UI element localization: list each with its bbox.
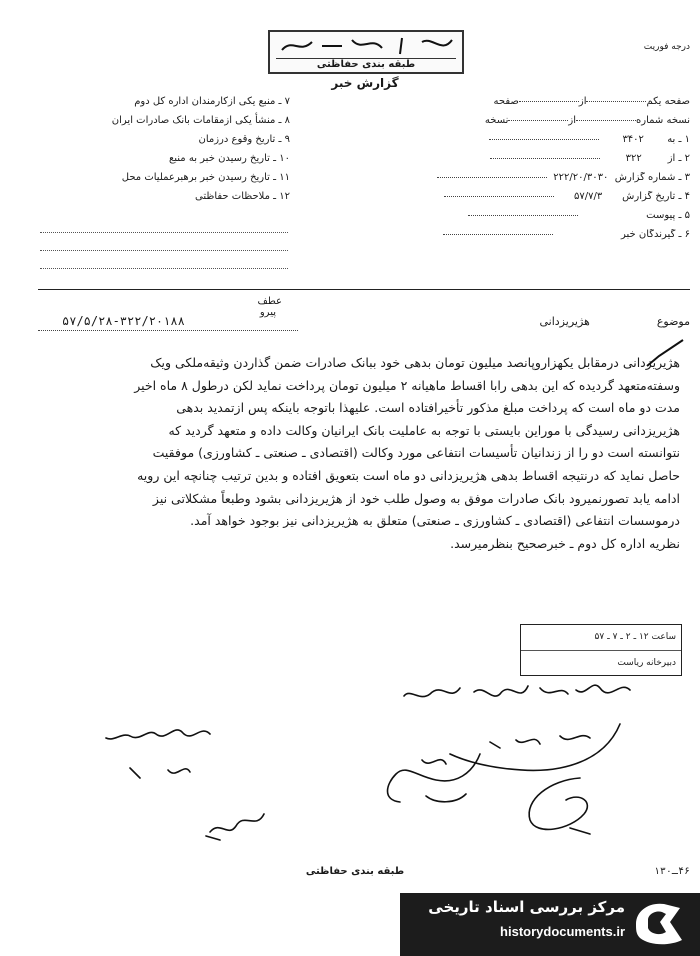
field-date-to-leader: ۱۱ ـ تاریخ رسیدن خبر برهبرعملیات محل	[121, 172, 290, 183]
subject-label: موضوع	[656, 315, 690, 328]
classification-stamp	[268, 30, 464, 74]
stamp-handwriting	[272, 32, 460, 58]
body-line: هژیریزدانی رسیدگی با موراین بایستی با توجه به عاملیت بانک ایرانیان وکالت داده و متعهد گردید که	[168, 422, 680, 438]
field-page: صفحه یکمازصفحه	[493, 96, 690, 107]
body-line: هژیریزدانی درمقابل یکهزاروپانصد میلیون تومان بدهی خود ببانک صادرات ضمن گذاردن وثیقه‌ملکی ویک	[150, 355, 680, 370]
field-source: ۷ ـ منبع یکی ازکارمندان اداره کل دوم	[134, 96, 290, 107]
report-fields-right	[400, 96, 690, 248]
priority-label: درجه فوریت	[643, 42, 690, 52]
body-line: ادامه یابد تصورنمیرود بانک صادرات موفق به وصول طلب خود از هژیریزدانی بشود وطبعاً مشکلاتی نیز	[152, 490, 680, 506]
watermark-url: historydocuments.ir	[500, 924, 625, 939]
peyro-label: پیرو	[259, 307, 276, 318]
field-to: ۱ ـ به۳۴۰۲	[400, 134, 690, 153]
handwritten-note	[100, 722, 220, 792]
blank-line	[40, 268, 288, 269]
classification-label: طبقه بندی حفاظتی	[316, 59, 416, 70]
watermark-title: مرکز بررسی اسناد تاریخی	[428, 898, 625, 916]
section-divider	[38, 289, 690, 290]
blank-line	[40, 232, 288, 233]
field-event-date: ۹ ـ تاریخ وقوع درزمان	[198, 134, 290, 145]
received-stamp-time: ساعت ۱۲ ـ ۲ ـ ۷ ـ ۵۷	[594, 632, 676, 642]
body-line: نظریه اداره کل دوم ـ خبرصحیح بنظرمیرسد.	[450, 535, 680, 551]
subject-value: هژیریزدانی	[539, 315, 590, 328]
body-line: نتوانسته است دو را از زندانیان تأسیسات انتفاعی مورد وکالت (اقتصادی ـ صنعتی ـ کشاورزی) موفقیت	[152, 445, 680, 461]
handwritten-signature	[376, 744, 486, 810]
field-copy-number: نسخه شمارهازنسخه	[484, 115, 690, 126]
received-stamp-office: دبیرخانه ریاست	[521, 650, 681, 676]
report-fields-left	[40, 96, 290, 210]
atf-label: عطف	[257, 296, 282, 307]
handwritten-note	[200, 806, 270, 846]
handwritten-note	[400, 676, 640, 716]
field-report-number: ۳ ـ شماره گزارش۲۲۲/۲۰/۳۰۳۰	[400, 172, 690, 191]
page-title: گزارش خبر	[331, 76, 399, 90]
field-report-date: ۴ ـ تاریخ گزارش۵۷/۷/۳	[400, 191, 690, 210]
field-date-to-source: ۱۰ ـ تاریخ رسیدن خبر به منبع	[168, 153, 290, 164]
field-origin: ۸ ـ منشأ یکی ازمقامات بانک صادرات ایران	[111, 115, 290, 126]
reference-underline	[38, 330, 298, 331]
body-line: وسفته‌متعهد گردیده که این بدهی رابا اقساط ماهیانه ۲ میلیون تومان پرداخت نماید لکن درطول ۸ ماه اخیر	[134, 377, 680, 393]
archive-logo-icon	[630, 900, 688, 948]
handwritten-signature	[510, 770, 600, 840]
body-line: درموسسات انتفاعی (اقتصادی ـ کشاورزی ـ صنعتی) متعلق به هژیریزدانی نیز بوجود خواهد آمد.	[190, 513, 680, 529]
body-line: حاصل نماید که درنتیجه اقساط بدهی هژیریزدانی دو ماه است بتعویق افتاده و بدین ترتیب چنانچه این رویه	[137, 467, 680, 483]
body-line: مدت دو ماه است که پرداخت مبلغ مذکور تأخیرافتاده است. علیهذا باتوجه باینکه پس ازتمدید بدهی	[176, 400, 680, 416]
field-recipients: ۶ ـ گیرندگان خبر	[400, 229, 690, 248]
field-from: ۲ ـ از۳۲۲	[400, 153, 690, 172]
field-security-notes: ۱۲ ـ ملاحظات حفاظتی	[195, 191, 290, 202]
footer-classification: طبقه بندی حفاظتی	[305, 866, 405, 877]
received-stamp	[520, 624, 682, 676]
report-body	[40, 352, 680, 555]
footer-code: ۴۶ـ۱۳۰	[653, 866, 690, 877]
blank-line	[40, 250, 288, 251]
reference-value: ۵۷/۵/۲۸-۳۲۲/۲۰۱۸۸	[62, 314, 185, 328]
subject-line	[400, 315, 690, 328]
field-attachment: ۵ ـ پیوست	[400, 210, 690, 229]
